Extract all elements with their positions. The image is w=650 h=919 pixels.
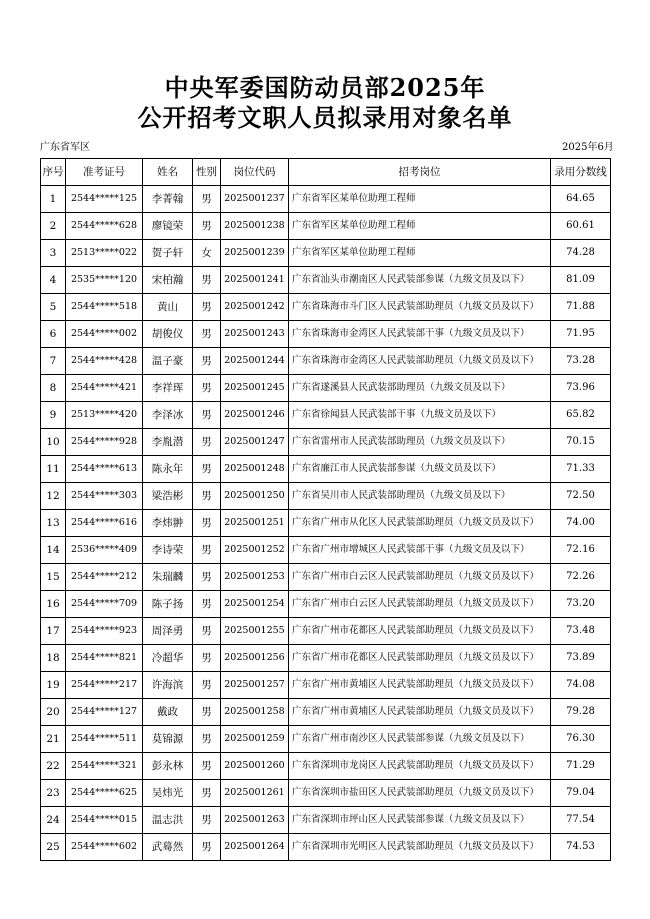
cell-post-code: 2025001263 xyxy=(221,807,289,834)
document-title-line1: 中央军委国防动员部2025年 xyxy=(164,73,486,102)
cell-name: 黄山 xyxy=(143,294,193,321)
cell-gender: 男 xyxy=(193,537,221,564)
table-row xyxy=(41,591,611,618)
cell-index: 23 xyxy=(41,780,66,807)
cell-index: 25 xyxy=(41,834,66,861)
cell-score: 60.61 xyxy=(551,213,611,240)
cell-index: 20 xyxy=(41,699,66,726)
date-label: 2025年6月 xyxy=(562,142,614,153)
cell-name: 许海滨 xyxy=(143,672,193,699)
cell-post: 广东省汕头市潮南区人民武装部参谋（九级文员及以下） xyxy=(289,267,551,294)
cell-index: 21 xyxy=(41,726,66,753)
cell-name: 胡俊仪 xyxy=(143,321,193,348)
cell-post-code: 2025001256 xyxy=(221,645,289,672)
table-row xyxy=(41,186,611,213)
cell-index: 19 xyxy=(41,672,66,699)
cell-name: 李祥珲 xyxy=(143,375,193,402)
cell-post: 广东省广州市花都区人民武装部助理员（九级文员及以下） xyxy=(289,645,551,672)
cell-name: 温子豪 xyxy=(143,348,193,375)
cell-gender: 男 xyxy=(193,321,221,348)
cell-exam-id: 2544*****303 xyxy=(66,483,143,510)
cell-name: 武蓦然 xyxy=(143,834,193,861)
cell-post-code: 2025001243 xyxy=(221,321,289,348)
header-name: 姓名 xyxy=(143,159,193,186)
cell-post: 广东省雷州市人民武装部助理员（九级文员及以下） xyxy=(289,429,551,456)
cell-score: 71.29 xyxy=(551,753,611,780)
cell-post-code: 2025001253 xyxy=(221,564,289,591)
cell-post-code: 2025001237 xyxy=(221,186,289,213)
table-row xyxy=(41,780,611,807)
cell-index: 13 xyxy=(41,510,66,537)
cell-gender: 男 xyxy=(193,645,221,672)
cell-index: 6 xyxy=(41,321,66,348)
cell-score: 71.33 xyxy=(551,456,611,483)
cell-post: 广东省遂溪县人民武装部助理员（九级文员及以下） xyxy=(289,375,551,402)
cell-post: 广东省吴川市人民武装部助理员（九级文员及以下） xyxy=(289,483,551,510)
cell-exam-id: 2544*****127 xyxy=(66,699,143,726)
cell-name: 冷超华 xyxy=(143,645,193,672)
cell-index: 12 xyxy=(41,483,66,510)
cell-exam-id: 2513*****022 xyxy=(66,240,143,267)
cell-score: 79.04 xyxy=(551,780,611,807)
document-title-line2: 公开招考文职人员拟录用对象名单 xyxy=(137,103,513,132)
cell-post: 广东省珠海市金湾区人民武装部干事（九级文员及以下） xyxy=(289,321,551,348)
cell-exam-id: 2544*****421 xyxy=(66,375,143,402)
cell-exam-id: 2544*****616 xyxy=(66,510,143,537)
table-row xyxy=(41,699,611,726)
cell-index: 8 xyxy=(41,375,66,402)
table-row xyxy=(41,267,611,294)
cell-exam-id: 2544*****821 xyxy=(66,645,143,672)
cell-name: 贺子轩 xyxy=(143,240,193,267)
cell-score: 74.00 xyxy=(551,510,611,537)
header-exam-id: 准考证号 xyxy=(66,159,143,186)
cell-gender: 男 xyxy=(193,753,221,780)
cell-post: 广东省军区某单位助理工程师 xyxy=(289,186,551,213)
cell-post: 广东省广州市花都区人民武装部助理员（九级文员及以下） xyxy=(289,618,551,645)
cell-gender: 男 xyxy=(193,618,221,645)
cell-gender: 男 xyxy=(193,213,221,240)
table-row xyxy=(41,240,611,267)
cell-post: 广东省廉江市人民武装部参谋（九级文员及以下） xyxy=(289,456,551,483)
cell-post-code: 2025001261 xyxy=(221,780,289,807)
cell-gender: 男 xyxy=(193,429,221,456)
cell-post: 广东省广州市南沙区人民武装部参谋（九级文员及以下） xyxy=(289,726,551,753)
cell-exam-id: 2535*****120 xyxy=(66,267,143,294)
cell-name: 廖镜荣 xyxy=(143,213,193,240)
cell-post-code: 2025001264 xyxy=(221,834,289,861)
cell-index: 10 xyxy=(41,429,66,456)
cell-score: 73.96 xyxy=(551,375,611,402)
cell-post: 广东省广州市从化区人民武装部助理员（九级文员及以下） xyxy=(289,510,551,537)
cell-exam-id: 2544*****923 xyxy=(66,618,143,645)
cell-post-code: 2025001239 xyxy=(221,240,289,267)
cell-score: 77.54 xyxy=(551,807,611,834)
cell-post-code: 2025001248 xyxy=(221,456,289,483)
header-index: 序号 xyxy=(41,159,66,186)
cell-index: 5 xyxy=(41,294,66,321)
cell-name: 李菁翰 xyxy=(143,186,193,213)
cell-exam-id: 2544*****928 xyxy=(66,429,143,456)
cell-post-code: 2025001241 xyxy=(221,267,289,294)
table-header-row xyxy=(41,159,611,186)
cell-exam-id: 2544*****518 xyxy=(66,294,143,321)
cell-gender: 男 xyxy=(193,807,221,834)
header-score: 录用分数线 xyxy=(551,159,611,186)
cell-post-code: 2025001259 xyxy=(221,726,289,753)
cell-index: 18 xyxy=(41,645,66,672)
cell-name: 戴政 xyxy=(143,699,193,726)
cell-exam-id: 2544*****321 xyxy=(66,753,143,780)
cell-index: 17 xyxy=(41,618,66,645)
cell-post: 广东省军区某单位助理工程师 xyxy=(289,213,551,240)
cell-post-code: 2025001242 xyxy=(221,294,289,321)
cell-exam-id: 2544*****625 xyxy=(66,780,143,807)
cell-name: 朱瑞麟 xyxy=(143,564,193,591)
cell-score: 74.53 xyxy=(551,834,611,861)
table-row xyxy=(41,726,611,753)
cell-exam-id: 2544*****602 xyxy=(66,834,143,861)
cell-exam-id: 2544*****002 xyxy=(66,321,143,348)
cell-name: 李诗荣 xyxy=(143,537,193,564)
cell-name: 彭永林 xyxy=(143,753,193,780)
table-row xyxy=(41,321,611,348)
cell-post: 广东省广州市黄埔区人民武装部助理员（九级文员及以下） xyxy=(289,672,551,699)
table-row xyxy=(41,834,611,861)
cell-index: 2 xyxy=(41,213,66,240)
cell-exam-id: 2544*****125 xyxy=(66,186,143,213)
cell-exam-id: 2544*****613 xyxy=(66,456,143,483)
cell-name: 李胤潜 xyxy=(143,429,193,456)
cell-score: 73.89 xyxy=(551,645,611,672)
cell-exam-id: 2544*****511 xyxy=(66,726,143,753)
table-row xyxy=(41,618,611,645)
table-body xyxy=(41,186,611,861)
table-row xyxy=(41,753,611,780)
cell-exam-id: 2544*****428 xyxy=(66,348,143,375)
table-row xyxy=(41,807,611,834)
table-row xyxy=(41,348,611,375)
cell-name: 李泽冰 xyxy=(143,402,193,429)
cell-index: 24 xyxy=(41,807,66,834)
cell-gender: 男 xyxy=(193,672,221,699)
cell-exam-id: 2544*****709 xyxy=(66,591,143,618)
candidate-table xyxy=(40,158,611,861)
cell-index: 7 xyxy=(41,348,66,375)
cell-post: 广东省广州市黄埔区人民武装部助理员（九级文员及以下） xyxy=(289,699,551,726)
cell-index: 11 xyxy=(41,456,66,483)
header-gender: 性别 xyxy=(193,159,221,186)
cell-score: 64.65 xyxy=(551,186,611,213)
cell-name: 宋柏瀚 xyxy=(143,267,193,294)
cell-index: 14 xyxy=(41,537,66,564)
header-post-code: 岗位代码 xyxy=(221,159,289,186)
cell-score: 76.30 xyxy=(551,726,611,753)
cell-gender: 女 xyxy=(193,240,221,267)
cell-exam-id: 2544*****212 xyxy=(66,564,143,591)
cell-gender: 男 xyxy=(193,564,221,591)
table-row xyxy=(41,213,611,240)
cell-post: 广东省深圳市盐田区人民武装部助理员（九级文员及以下） xyxy=(289,780,551,807)
cell-index: 1 xyxy=(41,186,66,213)
cell-name: 周泽勇 xyxy=(143,618,193,645)
cell-gender: 男 xyxy=(193,267,221,294)
cell-post: 广东省广州市白云区人民武装部助理员（九级文员及以下） xyxy=(289,591,551,618)
cell-score: 73.48 xyxy=(551,618,611,645)
cell-score: 65.82 xyxy=(551,402,611,429)
cell-post-code: 2025001260 xyxy=(221,753,289,780)
cell-post: 广东省徐闻县人民武装部干事（九级文员及以下） xyxy=(289,402,551,429)
table-row xyxy=(41,645,611,672)
cell-score: 74.28 xyxy=(551,240,611,267)
cell-index: 3 xyxy=(41,240,66,267)
cell-score: 72.50 xyxy=(551,483,611,510)
cell-post-code: 2025001251 xyxy=(221,510,289,537)
cell-post: 广东省深圳市光明区人民武装部助理员（九级文员及以下） xyxy=(289,834,551,861)
cell-post: 广东省深圳市龙岗区人民武装部助理员（九级文员及以下） xyxy=(289,753,551,780)
table-row xyxy=(41,375,611,402)
cell-score: 71.88 xyxy=(551,294,611,321)
cell-gender: 男 xyxy=(193,483,221,510)
cell-name: 莫锦源 xyxy=(143,726,193,753)
cell-gender: 男 xyxy=(193,780,221,807)
cell-gender: 男 xyxy=(193,402,221,429)
cell-post: 广东省珠海市金湾区人民武装部助理员（九级文员及以下） xyxy=(289,348,551,375)
cell-score: 73.20 xyxy=(551,591,611,618)
cell-gender: 男 xyxy=(193,348,221,375)
cell-post: 广东省军区某单位助理工程师 xyxy=(289,240,551,267)
table-row xyxy=(41,537,611,564)
cell-score: 70.15 xyxy=(551,429,611,456)
cell-gender: 男 xyxy=(193,186,221,213)
cell-post: 广东省广州市白云区人民武装部助理员（九级文员及以下） xyxy=(289,564,551,591)
cell-gender: 男 xyxy=(193,726,221,753)
header-post: 招考岗位 xyxy=(289,159,551,186)
table-row xyxy=(41,564,611,591)
table-row xyxy=(41,483,611,510)
cell-index: 22 xyxy=(41,753,66,780)
cell-post-code: 2025001246 xyxy=(221,402,289,429)
cell-post-code: 2025001244 xyxy=(221,348,289,375)
cell-score: 71.95 xyxy=(551,321,611,348)
cell-gender: 男 xyxy=(193,294,221,321)
cell-name: 陈永年 xyxy=(143,456,193,483)
cell-post-code: 2025001252 xyxy=(221,537,289,564)
cell-post-code: 2025001247 xyxy=(221,429,289,456)
cell-gender: 男 xyxy=(193,834,221,861)
cell-post-code: 2025001245 xyxy=(221,375,289,402)
cell-post: 广东省广州市增城区人民武装部干事（九级文员及以下） xyxy=(289,537,551,564)
cell-exam-id: 2544*****628 xyxy=(66,213,143,240)
cell-post: 广东省深圳市坪山区人民武装部参谋（九级文员及以下） xyxy=(289,807,551,834)
cell-score: 74.08 xyxy=(551,672,611,699)
cell-score: 73.28 xyxy=(551,348,611,375)
cell-post-code: 2025001250 xyxy=(221,483,289,510)
cell-gender: 男 xyxy=(193,456,221,483)
cell-name: 陈子扬 xyxy=(143,591,193,618)
cell-score: 72.26 xyxy=(551,564,611,591)
cell-name: 温志洪 xyxy=(143,807,193,834)
cell-gender: 男 xyxy=(193,699,221,726)
cell-index: 4 xyxy=(41,267,66,294)
cell-score: 79.28 xyxy=(551,699,611,726)
cell-gender: 男 xyxy=(193,375,221,402)
cell-index: 9 xyxy=(41,402,66,429)
cell-post-code: 2025001255 xyxy=(221,618,289,645)
cell-score: 72.16 xyxy=(551,537,611,564)
cell-index: 16 xyxy=(41,591,66,618)
cell-gender: 男 xyxy=(193,510,221,537)
cell-exam-id: 2544*****015 xyxy=(66,807,143,834)
table-row xyxy=(41,402,611,429)
cell-post-code: 2025001254 xyxy=(221,591,289,618)
cell-score: 81.09 xyxy=(551,267,611,294)
cell-exam-id: 2513*****420 xyxy=(66,402,143,429)
cell-name: 李炜翀 xyxy=(143,510,193,537)
table-row xyxy=(41,510,611,537)
table-row xyxy=(41,672,611,699)
cell-gender: 男 xyxy=(193,591,221,618)
region-label: 广东省军区 xyxy=(40,142,90,153)
table-row xyxy=(41,429,611,456)
cell-exam-id: 2536*****409 xyxy=(66,537,143,564)
cell-post: 广东省珠海市斗门区人民武装部助理员（九级文员及以下） xyxy=(289,294,551,321)
cell-post-code: 2025001257 xyxy=(221,672,289,699)
cell-exam-id: 2544*****217 xyxy=(66,672,143,699)
table-row xyxy=(41,456,611,483)
cell-index: 15 xyxy=(41,564,66,591)
cell-name: 吴炜光 xyxy=(143,780,193,807)
table-row xyxy=(41,294,611,321)
cell-name: 梁浩彬 xyxy=(143,483,193,510)
cell-post-code: 2025001258 xyxy=(221,699,289,726)
cell-post-code: 2025001238 xyxy=(221,213,289,240)
